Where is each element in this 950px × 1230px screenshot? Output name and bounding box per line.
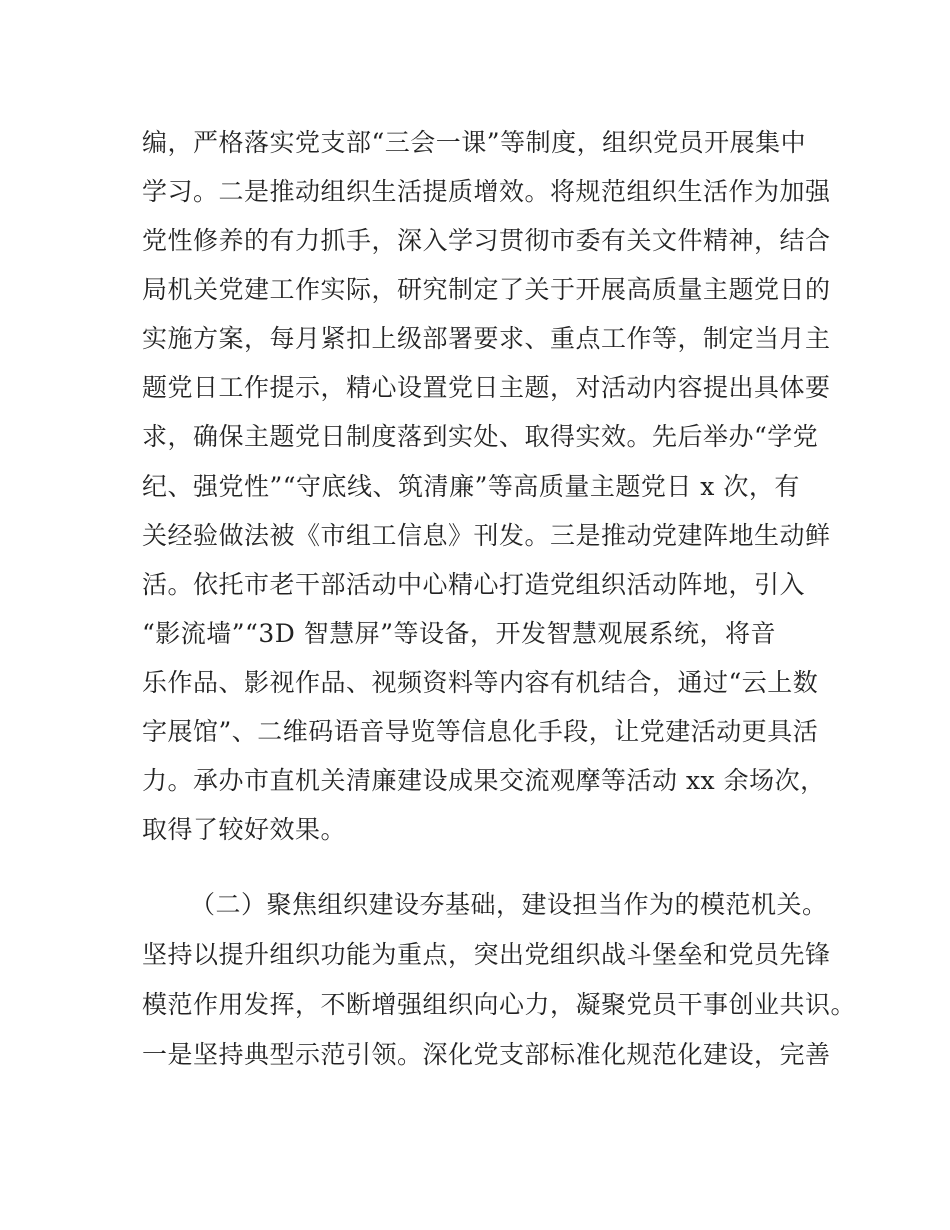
paragraph-1-line-13: 字展馆”、二维码语音导览等信息化手段，让党建活动更具活 (142, 717, 819, 746)
paragraph-1-line-11: “影流墙”“3D 智慧屏”等设备，开发智慧观展系统，将音 (142, 619, 777, 648)
paragraph-1-line-1: 编，严格落实党支部“三会一课”等制度，组织党员开展集中 (142, 128, 807, 157)
paragraph-1-line-7: 求，确保主题党日制度落到实处、取得实效。先后举办“学党 (142, 422, 819, 451)
paragraph-1-line-4: 局机关党建工作实际，研究制定了关于开展高质量主题党日的 (142, 275, 831, 304)
paragraph-1-line-10: 活。依托市老干部活动中心精心打造党组织活动阵地，引入 (142, 570, 806, 599)
section-heading: （二）聚焦组织建设夯基础，建设担当作为的模范机关。 (190, 890, 828, 919)
paragraph-1-line-8: 纪、强党性”“守底线、筑清廉”等高质量主题党日 x 次，有 (142, 472, 800, 501)
paragraph-1-line-6: 题党日工作提示，精心设置党日主题，对活动内容提出具体要 (142, 373, 831, 402)
paragraph-1-line-14: 力。承办市直机关清廉建设成果交流观摩等活动 xx 余场次， (142, 766, 826, 795)
paragraph-1-line-5: 实施方案，每月紧扣上级部署要求、重点工作等，制定当月主 (142, 324, 831, 353)
paragraph-1-line-9: 关经验做法被《市组工信息》刊发。三是推动党建阵地生动鲜 (142, 521, 831, 550)
paragraph-2-line-2: 坚持以提升组织功能为重点，突出党组织战斗堡垒和党员先锋 (142, 940, 831, 969)
paragraph-2-line-3: 模范作用发挥，不断增强组织向心力，凝聚党员干事创业共识。 (142, 990, 857, 1019)
paragraph-1-line-12: 乐作品、影视作品、视频资料等内容有机结合，通过“云上数 (142, 668, 819, 697)
paragraph-2-line-4: 一是坚持典型示范引领。深化党支部标准化规范化建设，完善 (142, 1040, 831, 1069)
paragraph-1-line-2: 学习。二是推动组织生活提质增效。将规范组织生活作为加强 (142, 177, 831, 206)
paragraph-1-line-3: 党性修养的有力抓手，深入学习贯彻市委有关文件精神，结合 (142, 226, 831, 255)
paragraph-1-line-15: 取得了较好效果。 (142, 815, 347, 844)
